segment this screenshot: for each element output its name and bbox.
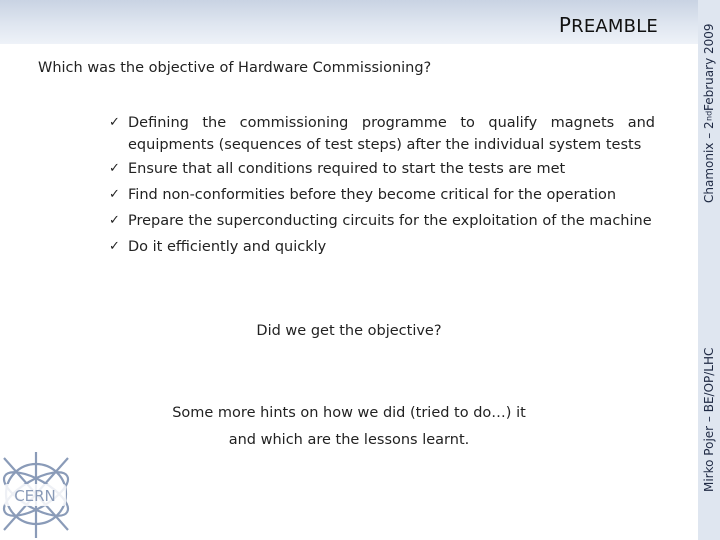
venue-date-label	[698, 12, 720, 214]
slide-title	[559, 13, 658, 37]
objectives-list	[109, 110, 655, 260]
objective-text: Prepare the superconducting circuits for the exploitation of the machine	[128, 213, 652, 229]
title-initial: P	[558, 13, 572, 37]
objective-item	[109, 110, 655, 156]
checkmark-icon: ✓	[109, 161, 120, 176]
side-bar	[698, 0, 720, 540]
objective-item	[109, 208, 655, 234]
hints-line1: Some more hints on how we did (tried to do…) it	[172, 405, 526, 421]
venue-date-sup: nd	[704, 110, 714, 121]
objective-text: Do it efficiently and quickly	[128, 239, 327, 255]
hints-text	[0, 400, 698, 454]
objective-item	[109, 234, 655, 260]
cern-logo-icon	[0, 438, 80, 540]
author-group-label: Mirko Pojer – BE/OP/LHC	[702, 347, 716, 493]
hints-line2: and which are the lessons learnt.	[228, 432, 470, 448]
cern-logo-text: CERN	[14, 487, 56, 505]
objective-item	[109, 156, 655, 182]
followup-question: Did we get the objective?	[256, 323, 442, 339]
objective-line1: Defining the commissioning programme to qualify magnets and	[128, 115, 655, 131]
checkmark-icon: ✓	[109, 187, 120, 202]
objective-item	[109, 182, 655, 208]
checkmark-icon: ✓	[109, 213, 120, 228]
objective-text: Ensure that all conditions required to start the tests are met	[128, 161, 566, 177]
checkmark-icon: ✓	[109, 239, 120, 254]
checkmark-icon: ✓	[109, 115, 120, 130]
objective-text: Find non-conformities before they become critical for the operation	[128, 187, 617, 203]
venue-date-suffix: February 2009	[702, 23, 716, 111]
objective-question: Which was the objective of Hardware Commissioning?	[38, 60, 432, 76]
venue-date-prefix: Chamonix – 2	[702, 121, 716, 203]
title-rest: REAMBLE	[571, 16, 658, 37]
objective-line2: equipments (sequences of test steps) after the individual system tests	[128, 137, 642, 153]
